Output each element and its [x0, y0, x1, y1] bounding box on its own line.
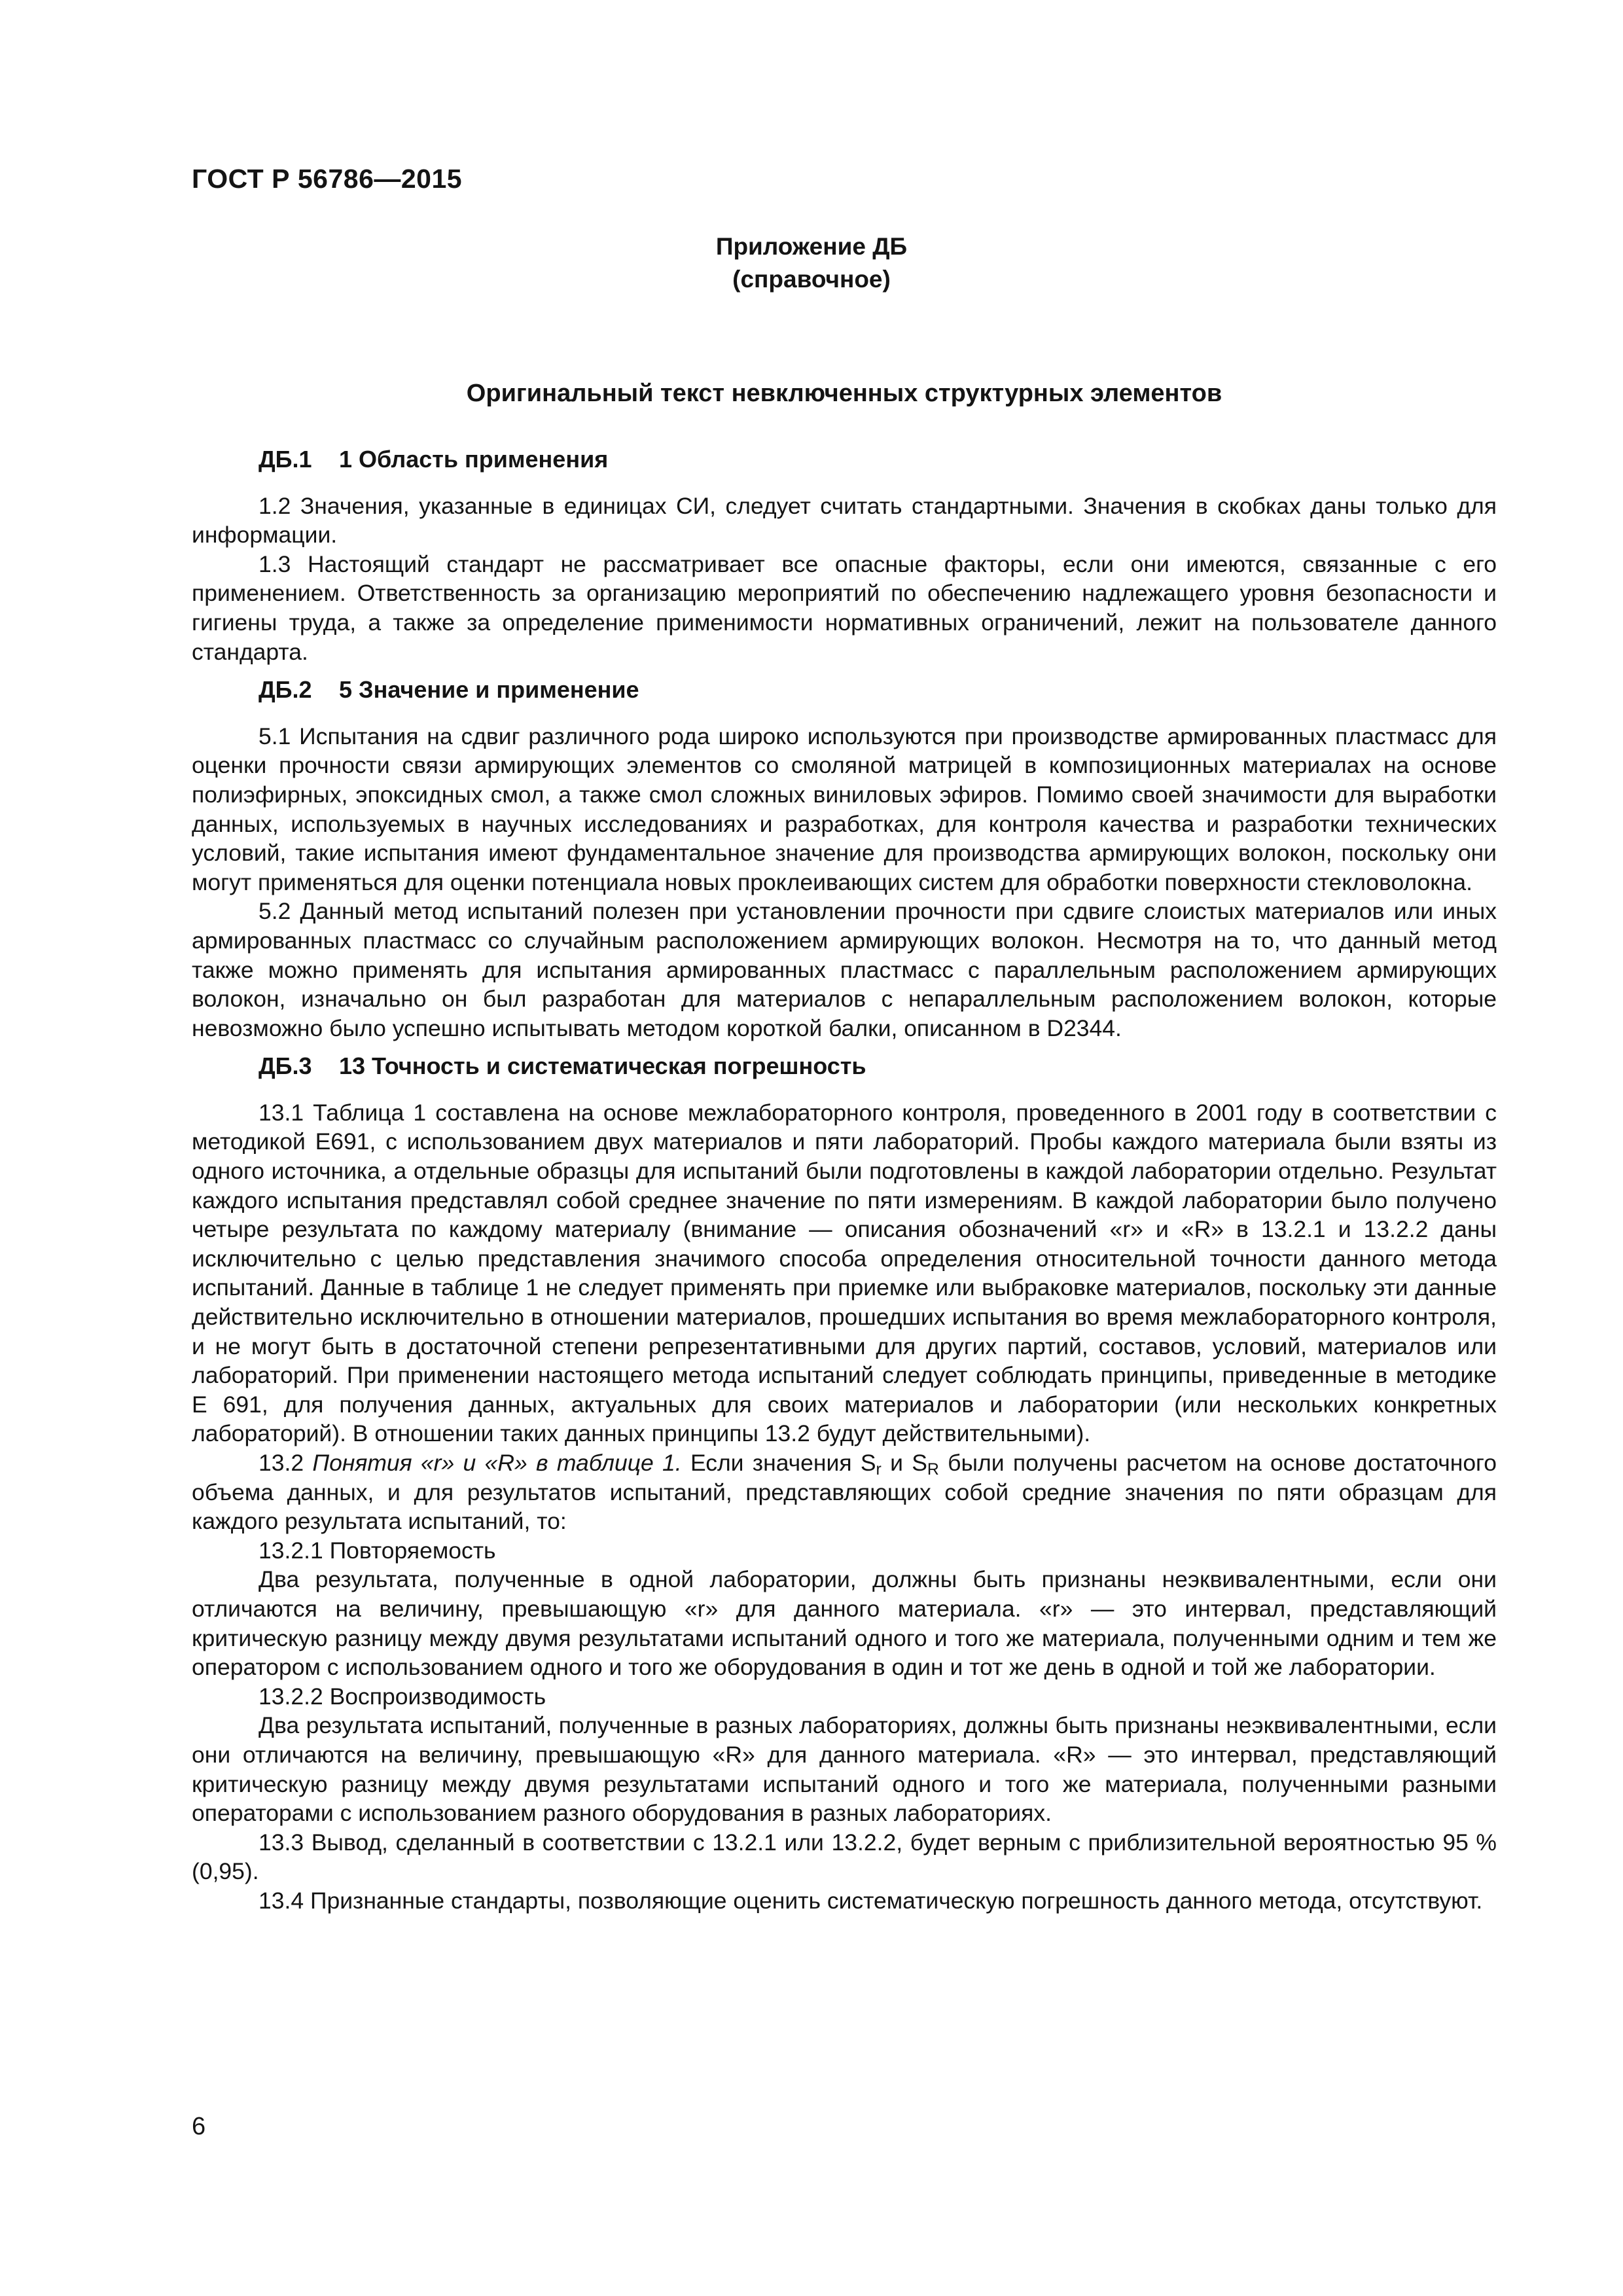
section-title: 5 Значение и применение — [339, 676, 639, 704]
appendix-label: Приложение ДБ — [715, 233, 908, 260]
paragraph-13-2-2: Два результата испытаний, полученные в разных лабораториях, должны быть признаны неэквивалентными, если они отличаются на величину, превышающую «R» для данного материала. «R» — это интервал, представляющий критическую разницу между двумя результатами испытаний одного и того же материала, полученными разными операторами с использованием разного оборудования в разных лабораториях. — [192, 1712, 1497, 1827]
paragraph-5-1: 5.1 Испытания на сдвиг различного рода широко используются при производстве армированных пластмасс для оценки прочности связи армирующих элементов со смоляной матрицей в композиционных материалах на основе полиэфирных, эпоксидных смол, а также смол сложных виниловых эфиров. Помимо своей значимости для выработки данных, используемых в научных исследованиях и разработках, для контроля качества и разработки технических условий, такие испытания имеют фундаментальное значение для производства армирующих волокон, поскольку они могут применяться для оценки потенциала новых проклеивающих систем для обработки поверхности стекловолокна. — [192, 723, 1497, 895]
section-number: ДБ.3 — [259, 1052, 312, 1080]
section-number: ДБ.1 — [259, 446, 312, 473]
appendix-title: Оригинальный текст невключенных структурных элементов — [466, 380, 1222, 407]
subsection-13-2-1-title: 13.2.1 Повторяемость — [259, 1537, 496, 1564]
paragraph-13-2-number: 13.2 — [259, 1450, 313, 1476]
paragraph-13-1: 13.1 Таблица 1 составлена на основе межлабораторного контроля, проведенного в 2001 году в соответствии с методикой E691, с использованием двух материалов и пяти лабораторий. Пробы каждого материала были взяты из одного источника, а отдельные образцы для испытаний были подготовлены в каждой лаборатории отдельно. Результат каждого испытания представлял собой среднее значение по пяти измерениям. В каждой лаборатории было получено четыре результата по каждому материалу (внимание — описания обозначений «r» и «R» в 13.2.1 и 13.2.2 даны исключительно с целью представления значимого способа определения относительной точности данного метода испытаний. Данные в таблице 1 не следует применять при приемке или выбраковке материалов, поскольку эти данные действительно исключительно в отношении материалов, прошедших испытания во время межлабораторного контроля, и не могут быть в достаточной степени репрезентативными для других партий, составов, условий, материалов или лабораторий. При применении настоящего метода испытаний следует соблюдать принципы, приведенные в методике E 691, для получения данных, актуальных для своих материалов и лаборатории (или нескольких конкретных лабораторий). В отношении таких данных принципы 13.2 будут действительными). — [192, 1099, 1497, 1447]
subsection-13-2-2-title: 13.2.2 Воспроизводимость — [259, 1683, 546, 1710]
document-body — [192, 445, 1497, 1916]
section-title: 13 Точность и систематическая погрешность — [339, 1052, 866, 1080]
section-heading-db2 — [192, 675, 1497, 705]
paragraph-1-3: 1.3 Настоящий стандарт не рассматривает все опасные факторы, если они имеются, связанные с его применением. Ответственность за организацию мероприятий по обеспечению надлежащего уровня безопасности и гигиены труда, а также за определение применимости нормативных ограничений, лежит на пользователе данного стандарта. — [192, 550, 1497, 665]
section-number: ДБ.2 — [259, 676, 312, 704]
subscript-r: r — [876, 1461, 882, 1479]
section-heading-db1 — [192, 445, 1497, 475]
paragraph-13-2-text-b: Если значения S — [681, 1450, 876, 1476]
standard-header: ГОСТ Р 56786—2015 — [192, 164, 463, 194]
paragraph-1-2: 1.2 Значения, указанные в единицах СИ, следует считать стандартными. Значения в скобках даны только для информации. — [192, 492, 1497, 548]
appendix-type: (справочное) — [732, 266, 891, 293]
paragraph-13-2-italic: Понятия «r» и «R» в таблице 1. — [312, 1450, 682, 1476]
paragraph-13-3: 13.3 Вывод, сделанный в соответствии с 13.2.1 или 13.2.2, будет верным с приблизительной вероятностью 95 % (0,95). — [192, 1829, 1497, 1885]
paragraph-13-2 — [192, 1448, 1497, 1536]
paragraph-5-2: 5.2 Данный метод испытаний полезен при установлении прочности при сдвиге слоистых материалов или иных армированных пластмасс со случайным расположением армирующих волокон. Несмотря на то, что данный метод также можно применять для испытания армированных пластмасс с параллельным расположением армирующих волокон, изначально он был разработан для материалов с непараллельным расположением волокон, которые невозможно было успешно испытывать методом короткой балки, описанном в D2344. — [192, 898, 1497, 1041]
section-title: 1 Область применения — [339, 446, 609, 473]
paragraph-13-4: 13.4 Признанные стандарты, позволяющие оценить систематическую погрешность данного метода, отсутствуют. — [259, 1887, 1483, 1914]
paragraph-13-2-text-d: были получены расчетом на основе достаточного объема данных, и для результатов испытаний, представляющих собой средние значения по пяти образцам для каждого результата испытаний, то: — [192, 1450, 1497, 1535]
page-number: 6 — [192, 2113, 206, 2140]
subscript-R: R — [927, 1461, 939, 1479]
paragraph-13-2-text-c: и S — [881, 1450, 927, 1476]
paragraph-13-2-1: Два результата, полученные в одной лаборатории, должны быть признаны неэквивалентными, если они отличаются на величину, превышающую «r» для данного материала. «r» — это интервал, представляющий критическую разницу между двумя результатами испытаний одного и того же материала, полученными одним и тем же оператором с использованием одного и того же оборудования в один и тот же день в одной и той же лаборатории. — [192, 1566, 1497, 1681]
section-heading-db3 — [192, 1052, 1497, 1081]
